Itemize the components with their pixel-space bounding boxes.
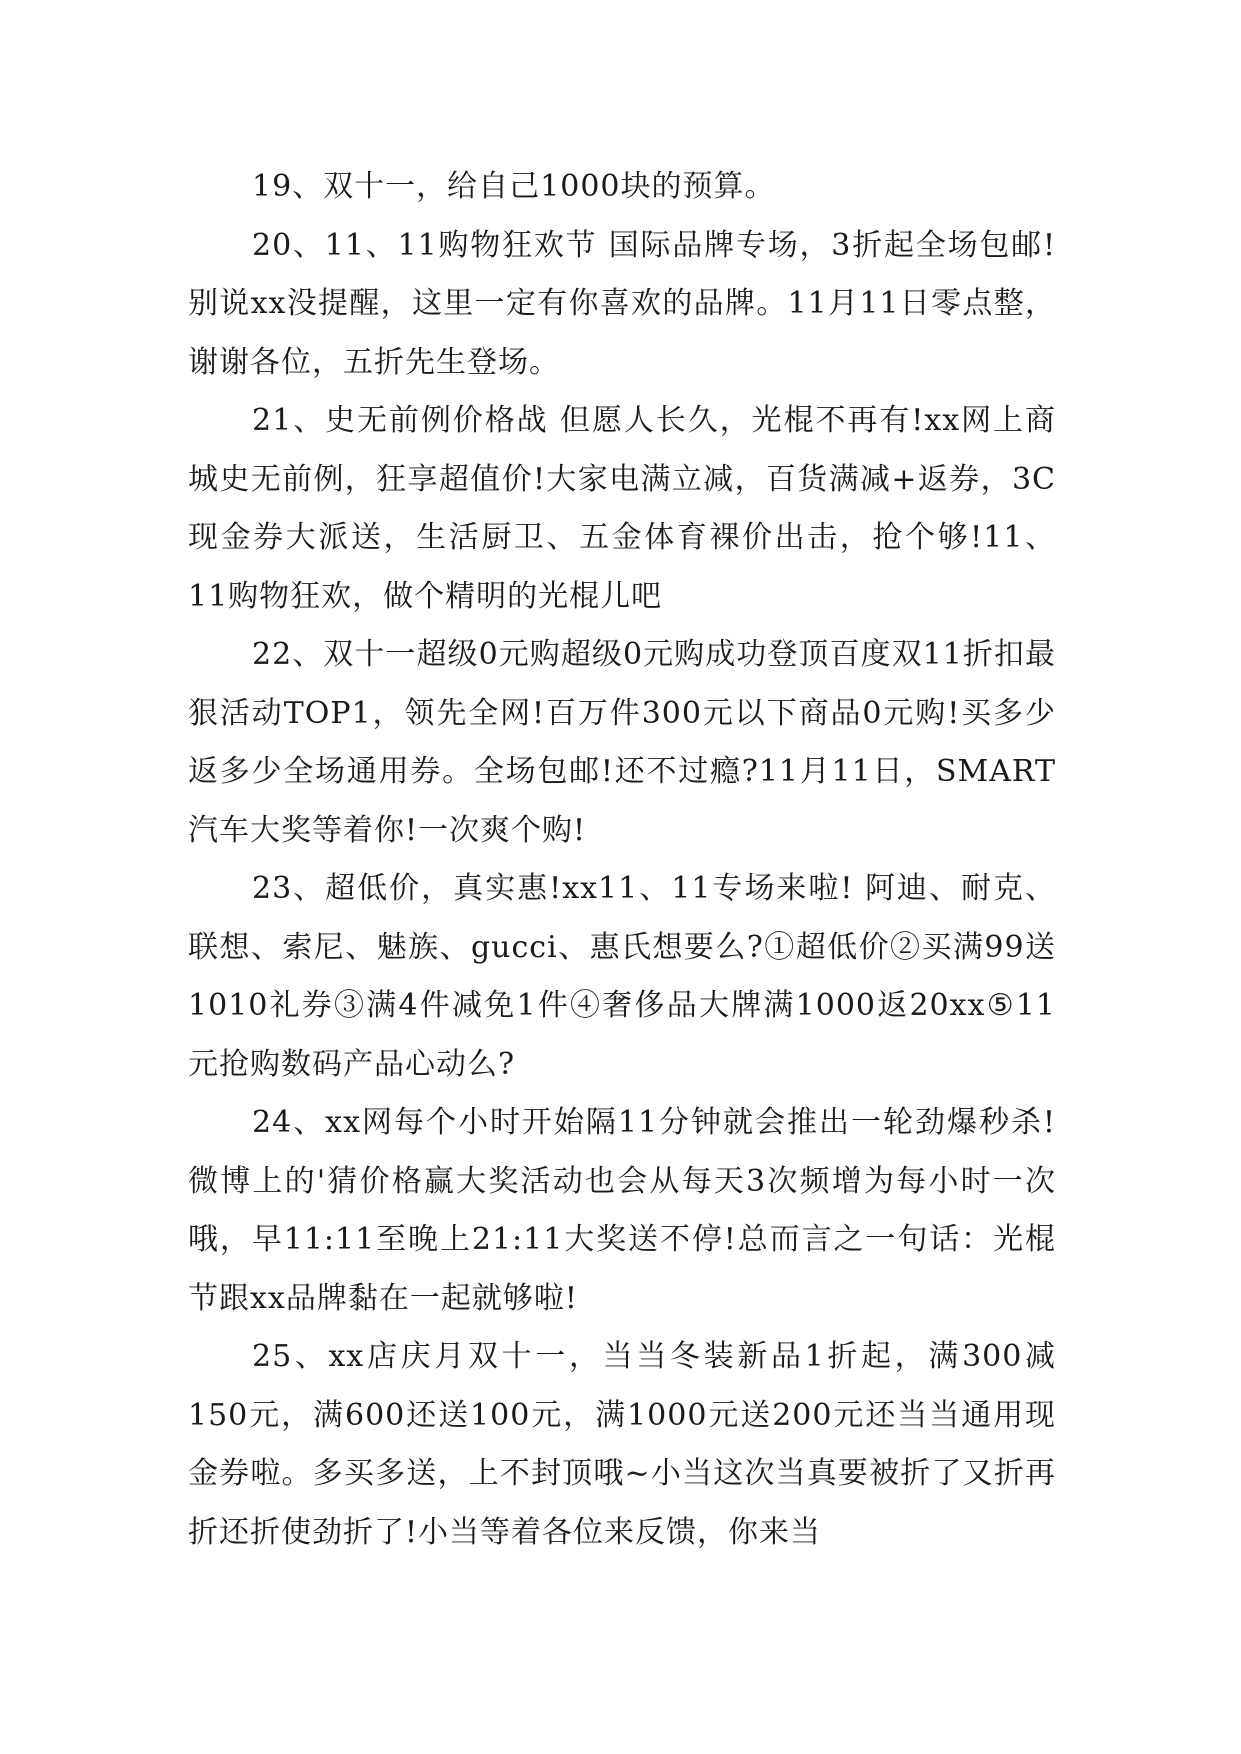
paragraph-20: 20、11、11购物狂欢节 国际品牌专场，3折起全场包邮!别说xx没提醒，这里一定有你喜欢的品牌。11月11日零点整，谢谢各位，五折先生登场。 — [188, 227, 1056, 380]
paragraph-25: 25、xx店庆月双十一，当当冬装新品1折起，满300减150元，满600还送100元，满1000元送200元还当当通用现金券啦。多买多送，上不封顶哦~小当这次当真要被折了又折再折还折使劲折了!小当等着各位来反馈，你来当 — [188, 1339, 1056, 1550]
paragraph-21: 21、史无前例价格战 但愿人长久，光棍不再有!xx网上商城史无前例，狂享超值价!大家电满立减，百货满减+返券，3C现金券大派送，生活厨卫、五金体育裸价出击，抢个够!11、11购物狂欢，做个精明的光棍儿吧 — [188, 403, 1056, 614]
paragraph-23: 23、超低价，真实惠!xx11、11专场来啦! 阿迪、耐克、联想、索尼、魅族、gucci、惠氏想要么?①超低价②买满99送1010礼券③满4件减免1件④奢侈品大牌满1000返20xx⑤11元抢购数码产品心动么? — [188, 871, 1056, 1082]
paragraph-24: 24、xx网每个小时开始隔11分钟就会推出一轮劲爆秒杀!微博上的'猜价格赢大奖活动也会从每天3次频增为每小时一次哦，早11:11至晚上21:11大奖送不停!总而言之一句话：光棍节跟xx品牌黏在一起就够啦! — [188, 1105, 1056, 1316]
document-body — [188, 158, 1056, 1562]
paragraph-22: 22、双十一超级0元购超级0元购成功登顶百度双11折扣最狠活动TOP1，领先全网!百万件300元以下商品0元购!买多少返多少全场通用券。全场包邮!还不过瘾?11月11日，SMART汽车大奖等着你!一次爽个购! — [188, 637, 1056, 848]
paragraph-19: 19、双十一，给自己1000块的预算。 — [252, 169, 776, 204]
